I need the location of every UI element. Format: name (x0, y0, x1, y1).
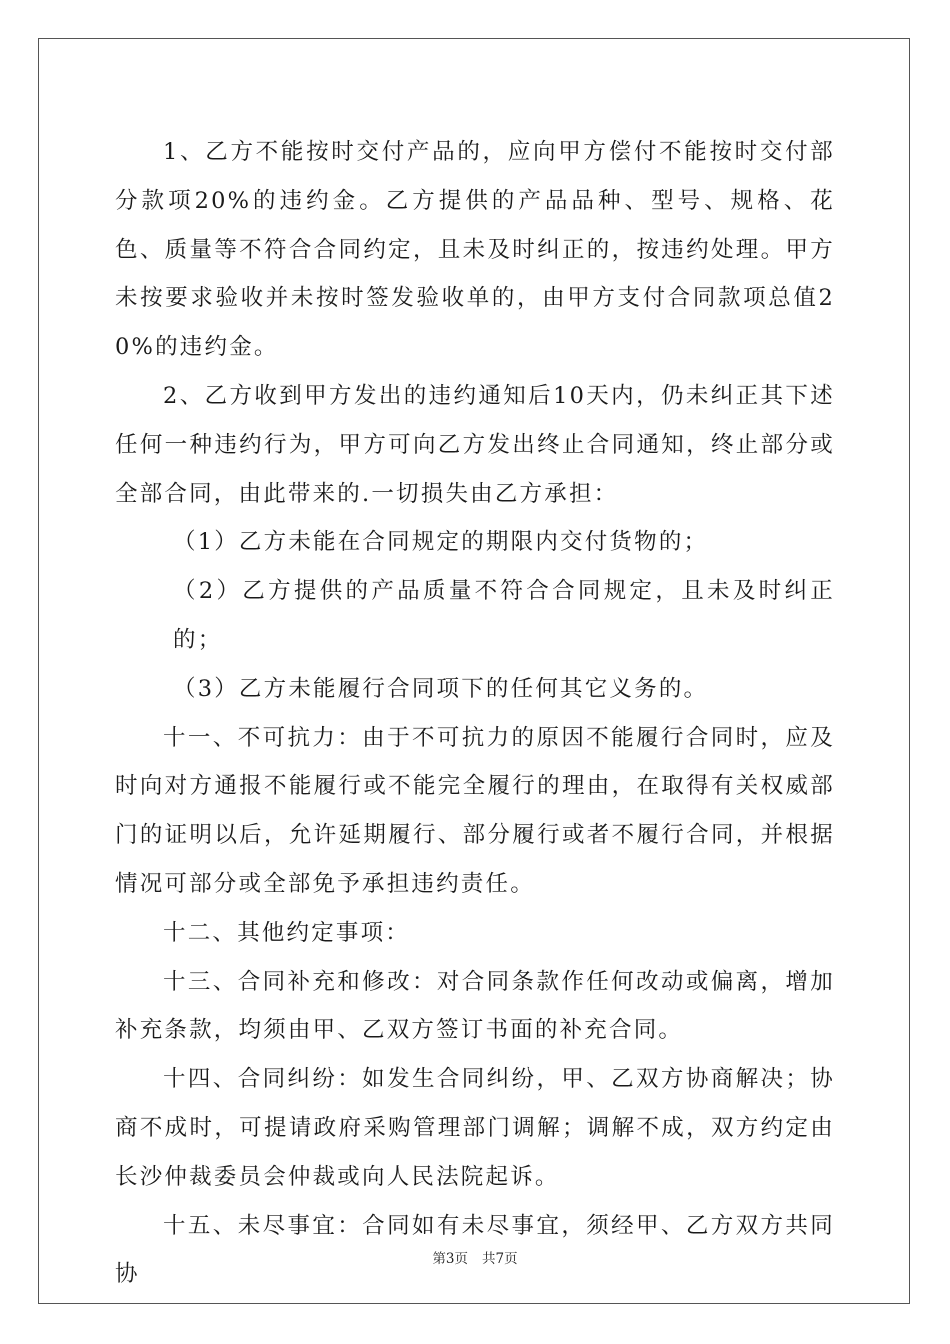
list-item: （2）乙方提供的产品质量不符合合同规定，且未及时纠正的； (173, 578, 835, 653)
paragraph-clause-2: 2、乙方收到甲方发出的违约通知后10天内，仍未纠正其下述任何一种违约行为，甲方可向乙方发出终止合同通知，终止部分或全部合同，由此带来的.一切损失由乙方承担： (115, 382, 835, 507)
list-item: （1）乙方未能在合同规定的期限内交付货物的； (173, 529, 709, 556)
paragraph-outstanding-matters: 十五、未尽事宜：合同如有未尽事宜，须经甲、乙方双方共同协 (115, 1212, 835, 1288)
page-footer (0, 1247, 950, 1267)
list-item: （3）乙方未能履行合同项下的任何其它义务的。 (173, 675, 709, 702)
document-body (115, 128, 835, 1299)
paragraph-amendments: 十三、合同补充和修改：对合同条款作任何改动或偏离，增加补充条款，均须由甲、乙双方签订书面的补充合同。 (115, 968, 835, 1044)
paragraph-clause-1: 1、乙方不能按时交付产品的，应向甲方偿付不能按时交付部分款项20%的违约金。乙方提供的产品品种、型号、规格、花色、质量等不符合合同约定，且未及时纠正的，按违约处理。甲方未按要求验收并未按时签发验收单的，由甲方支付合同款项总值20%的违约金。 (115, 139, 835, 361)
paragraph-disputes: 十四、合同纠纷：如发生合同纠纷，甲、乙双方协商解决；协商不成时，可提请政府采购管理部门调解；调解不成，双方约定由长沙仲裁委员会仲裁或向人民法院起诉。 (115, 1066, 835, 1190)
total-pages: 共7页 (482, 1251, 518, 1267)
paragraph-other-matters: 十二、其他约定事项： (163, 919, 411, 946)
current-page-number: 第3页 (432, 1251, 468, 1267)
paragraph-force-majeure: 十一、不可抗力：由于不可抗力的原因不能履行合同时，应及时向对方通报不能履行或不能完全履行的理由，在取得有关权威部门的证明以后，允许延期履行、部分履行或者不履行合同，并根据情况可部分或全部免予承担违约责任。 (115, 724, 835, 897)
